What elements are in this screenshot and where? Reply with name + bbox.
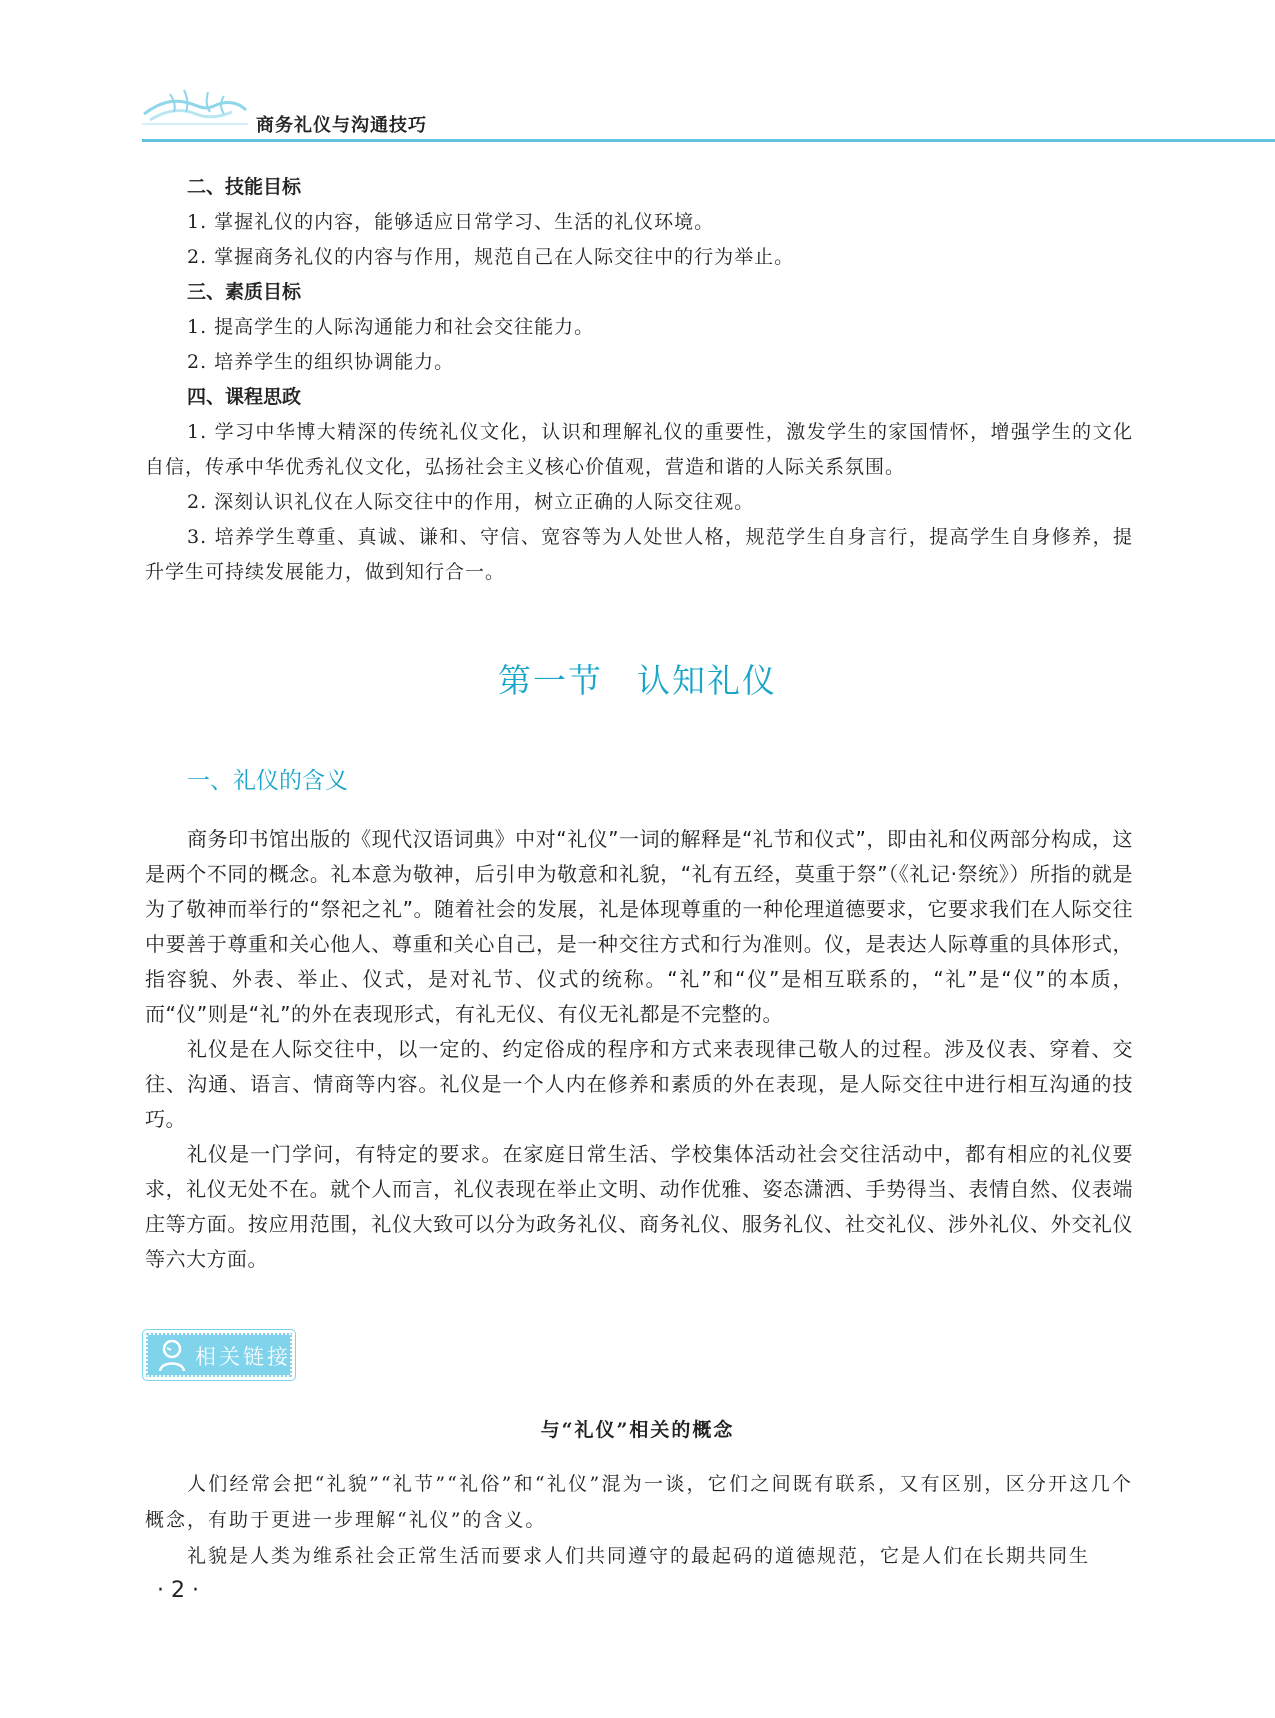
objectives-block (145, 170, 1133, 590)
page-header (0, 0, 1275, 142)
objective-item: 3. 培养学生尊重、真诚、谦和、守信、宽容等为人处世人格，规范学生自身言行，提高学生自身修养，提升学生可持续发展能力，做到知行合一。 (145, 526, 1133, 583)
body-text (145, 822, 1133, 1277)
objective-heading: 二、技能目标 (187, 176, 302, 198)
body-paragraph: 礼仪是在人际交往中，以一定的、约定俗成的程序和方式来表现律己敬人的过程。涉及仪表、穿着、交往、沟通、语言、情商等内容。礼仪是一个人内在修养和素质的外在表现，是人际交往中进行相互沟通的技巧。 (145, 1037, 1133, 1131)
person-icon (157, 1337, 187, 1373)
related-link-body (145, 1466, 1133, 1574)
related-link-badge (143, 1330, 295, 1380)
related-paragraph: 人们经常会把“礼貌”“礼节”“礼俗”和“礼仪”混为一谈，它们之间既有联系，又有区别，区分开这几个概念，有助于更进一步理解“礼仪”的含义。 (145, 1473, 1133, 1531)
objective-item: 2. 掌握商务礼仪的内容与作用，规范自己在人际交往中的行为举止。 (187, 246, 795, 268)
handshake-icon (140, 84, 250, 128)
objective-heading: 四、课程思政 (187, 386, 302, 408)
body-paragraph: 商务印书馆出版的《现代汉语词典》中对“礼仪”一词的解释是“礼节和仪式”，即由礼和仪两部分构成，这是两个不同的概念。礼本意为敬神，后引申为敬意和礼貌，“礼有五经，莫重于祭”（《礼记·祭统》）所指的就是为了敬神而举行的“祭祀之礼”。随着社会的发展，礼是体现尊重的一种伦理道德要求，它要求我们在人际交往中要善于尊重和关心他人、尊重和关心自己，是一种交往方式和行为准则。仪，是表达人际尊重的具体形式，指容貌、外表、举止、仪式，是对礼节、仪式的统称。“礼”和“仪”是相互联系的，“礼”是“仪”的本质，而“仪”则是“礼”的外在表现形式，有礼无仪、有仪无礼都是不完整的。 (145, 827, 1133, 1026)
objective-item: 2. 培养学生的组织协调能力。 (187, 351, 455, 373)
section-title (0, 655, 1275, 702)
book-title: 商务礼仪与沟通技巧 (256, 115, 427, 136)
section-name: 认知礼仪 (637, 661, 777, 700)
related-paragraph: 礼貌是人类为维系社会正常生活而要求人们共同遵守的最起码的道德规范，它是人们在长期共同生 (187, 1545, 1091, 1567)
header-rule (142, 139, 1275, 142)
body-paragraph: 礼仪是一门学问，有特定的要求。在家庭日常生活、学校集体活动社会交往活动中，都有相应的礼仪要求，礼仪无处不在。就个人而言，礼仪表现在举止文明、动作优雅、姿态潇洒、手势得当、表情自然、仪表端庄等方面。按应用范围，礼仪大致可以分为政务礼仪、商务礼仪、服务礼仪、社交礼仪、涉外礼仪、外交礼仪等六大方面。 (145, 1142, 1133, 1271)
badge-label: 相关链接 (195, 1345, 291, 1369)
objective-heading: 三、素质目标 (187, 281, 302, 303)
objective-item: 1. 提高学生的人际沟通能力和社会交往能力。 (187, 316, 595, 338)
objective-item: 1. 掌握礼仪的内容，能够适应日常学习、生活的礼仪环境。 (187, 211, 715, 233)
related-link-title: 与“礼仪”相关的概念 (540, 1419, 735, 1441)
page-number: · 2 · (157, 1578, 199, 1603)
subsection-title: 一、礼仪的含义 (187, 768, 348, 794)
section-number: 第一节 (498, 661, 603, 700)
objective-item: 1. 学习中华博大精深的传统礼仪文化，认识和理解礼仪的重要性，激发学生的家国情怀，增强学生的文化自信，传承中华优秀礼仪文化，弘扬社会主义核心价值观，营造和谐的人际关系氛围。 (145, 421, 1133, 478)
objective-item: 2. 深刻认识礼仪在人际交往中的作用，树立正确的人际交往观。 (187, 491, 755, 513)
